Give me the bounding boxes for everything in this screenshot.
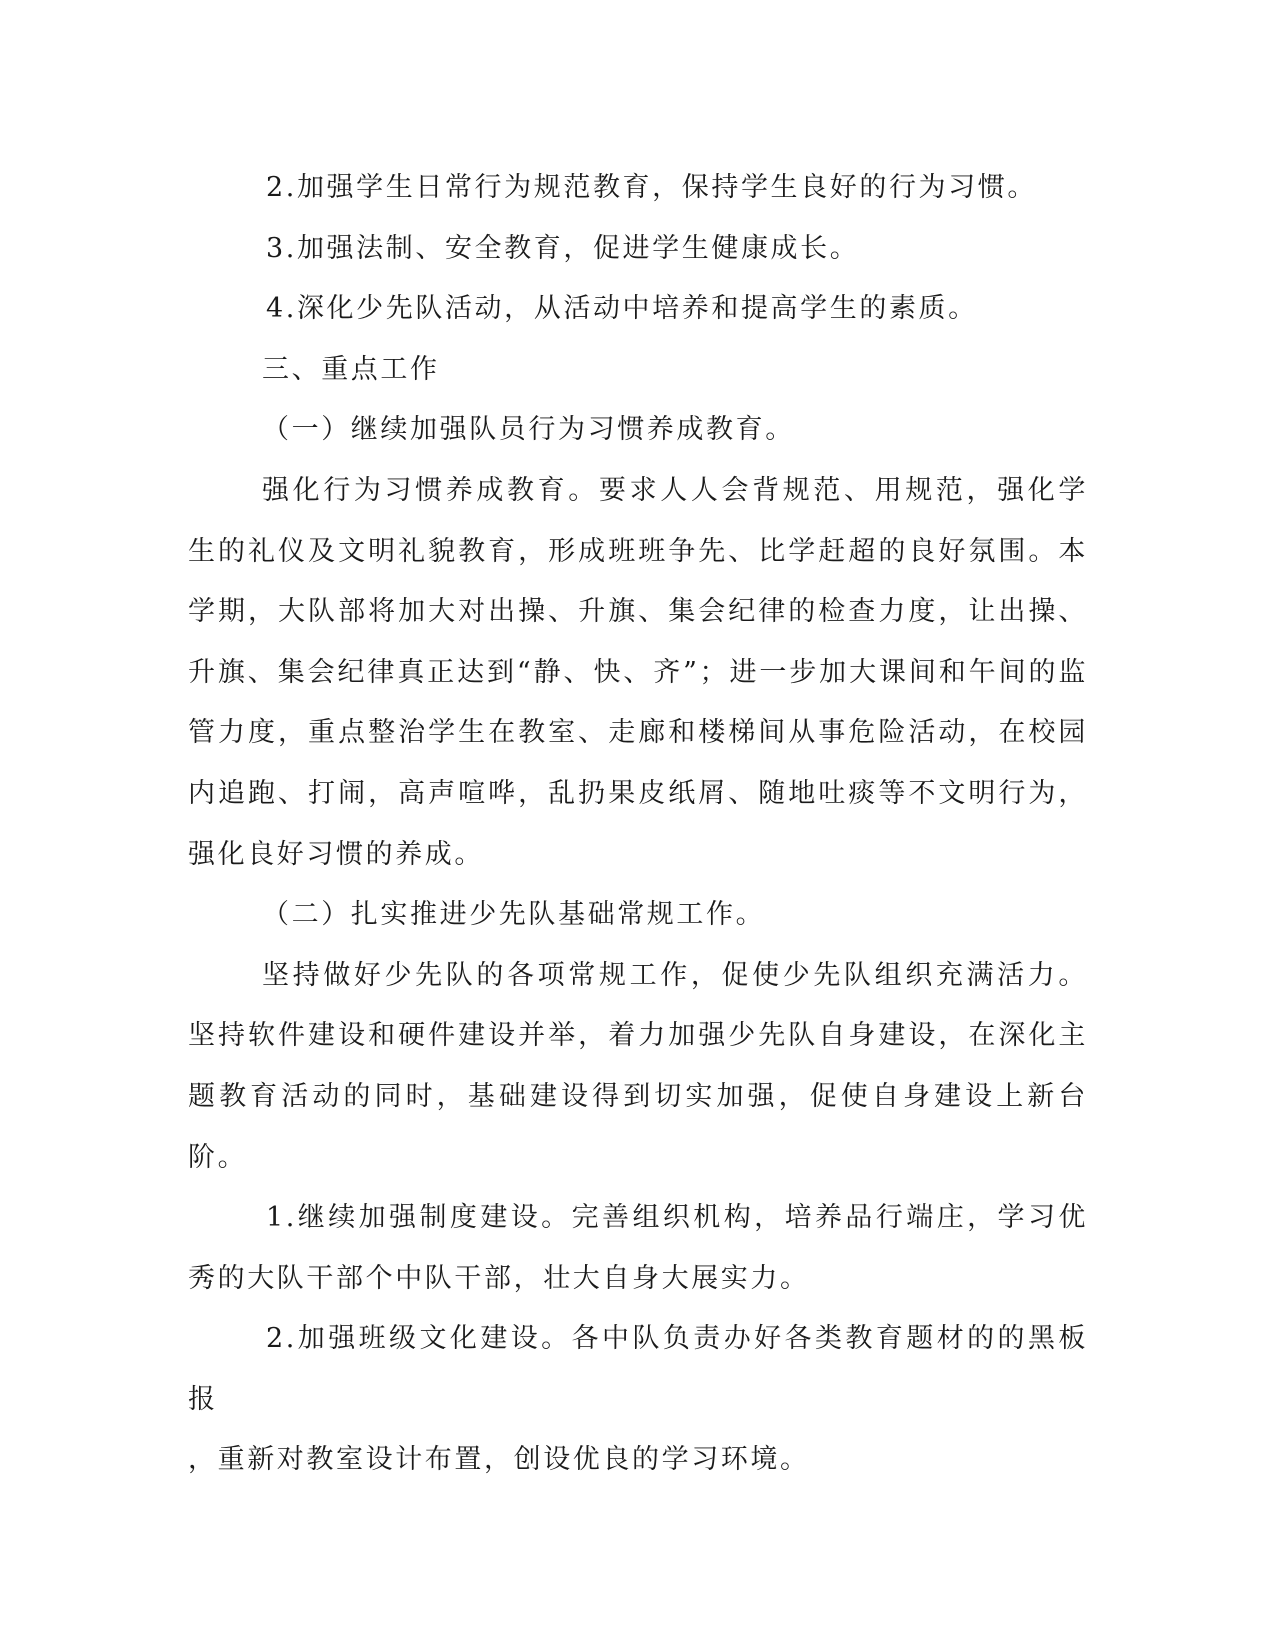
paragraph-item-4: 4.深化少先队活动，从活动中培养和提高学生的素质。 (266, 293, 978, 325)
section-heading-key-work: 三、重点工作 (262, 353, 440, 385)
paragraph-routine-work: 坚持做好少先队的各项常规工作，促使少先队组织充满活力。坚持软件建设和硬件建设并举，着力加强少先队自身建设，在深化主题教育活动的同时，基础建设得到切实加强，促使自身建设上新台阶。 (188, 959, 1088, 1173)
paragraph-class-culture-continued: ，重新对教室设计布置，创设优良的学习环境。 (188, 1444, 810, 1476)
document-body (188, 158, 1088, 1491)
subheading-routine-work: （二）扎实推进少先队基础常规工作。 (262, 899, 766, 931)
paragraph-item-2: 2.加强学生日常行为规范教育，保持学生良好的行为习惯。 (266, 172, 1037, 203)
paragraph-item-3: 3.加强法制、安全教育，促进学生健康成长。 (266, 232, 860, 264)
subheading-behavior-habits: （一）继续加强队员行为习惯养成教育。 (262, 414, 795, 446)
paragraph-system-building: 1.继续加强制度建设。完善组织机构，培养品行端庄，学习优秀的大队干部个中队干部，壮大自身大展实力。 (188, 1202, 1088, 1294)
paragraph-behavior-habits: 强化行为习惯养成教育。要求人人会背规范、用规范，强化学生的礼仪及文明礼貌教育，形成班班争先、比学赶超的良好氛围。本学期，大队部将加大对出操、升旗、集会纪律的检查力度，让出操、升旗、集会纪律真正达到“静、快、齐”；进一步加大课间和午间的监管力度，重点整治学生在教室、走廊和楼梯间从事危险活动，在校园内追跑、打闹，高声喧哗，乱扔果皮纸屑、随地吐痰等不文明行为，强化良好习惯的养成。 (188, 474, 1088, 870)
paragraph-class-culture: 2.加强班级文化建设。各中队负责办好各类教育题材的的黑板报 (188, 1323, 1088, 1415)
